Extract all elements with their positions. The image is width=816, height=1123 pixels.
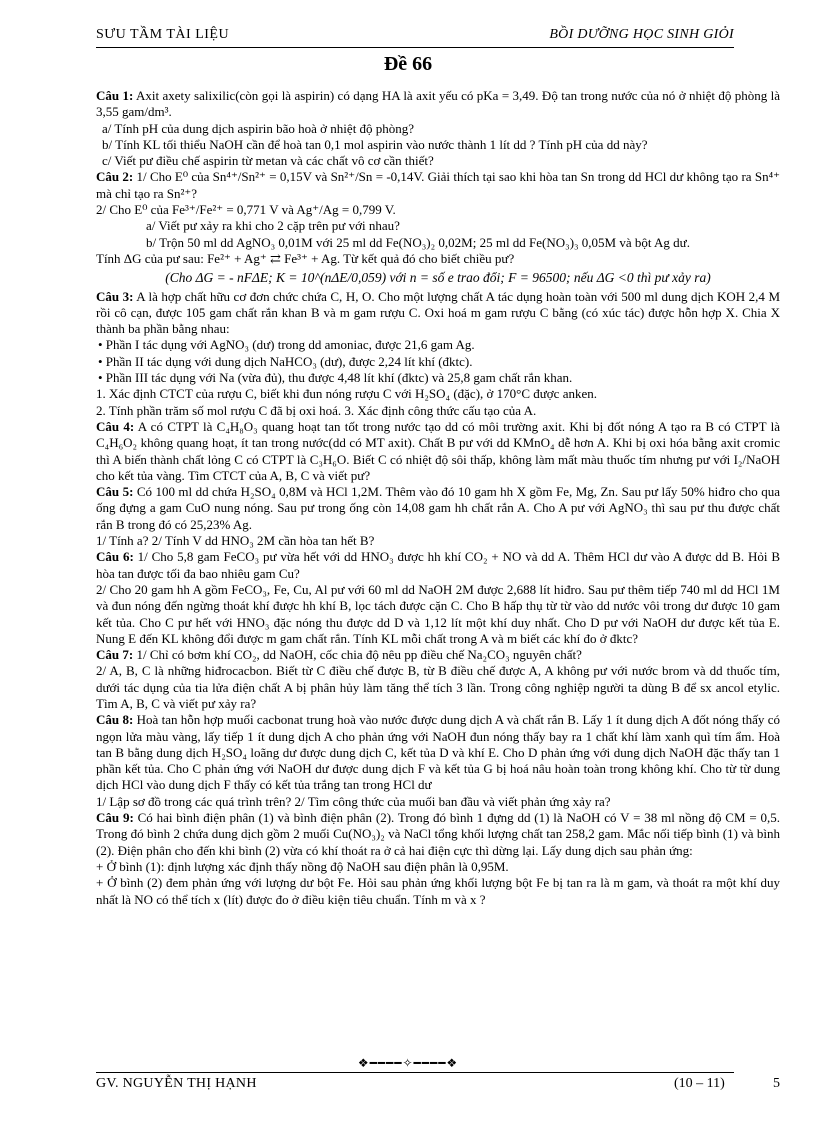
- line-text: 1/ Tính a? 2/ Tính V dd HNO₃ 2M cần hòa tan hết B?: [96, 533, 375, 549]
- line-text: b/ Trộn 50 ml dd AgNO₃ 0,01M với 25 ml dd Fe(NO₃)₂ 0,02M; 25 ml dd Fe(NO₃)₃ 0,05M và bột Ag dư.: [146, 234, 690, 250]
- line-text: 1/ Lập sơ đồ trong các quá trình trên? 2/ Tìm công thức của muối ban đầu và viết phản ứng xảy ra?: [96, 793, 611, 809]
- question-paragraph: [96, 810, 780, 859]
- question-label: Câu 9:: [96, 810, 134, 826]
- question-paragraph: [96, 712, 780, 793]
- page-number: 5: [773, 1076, 780, 1091]
- line-text: Tính ΔG của pư sau: Fe²⁺ + Ag⁺ ⇄ Fe³⁺ + Ag. Từ kết quả đó cho biết chiều pư?: [96, 250, 515, 266]
- text-line: [96, 251, 780, 267]
- text-line: [96, 663, 780, 712]
- text-line: [96, 370, 780, 386]
- line-text: c/ Viết pư điều chế aspirin từ metan và các chất vô cơ cần thiết?: [102, 153, 434, 169]
- text-line: [96, 270, 780, 286]
- line-text: b/ Tính KL tối thiểu NaOH cần để hoà tan 0,1 mol aspirin vào nước thành 1 lít dd ? Tính pH của dd này?: [102, 136, 648, 152]
- question-label: Câu 1:: [96, 88, 134, 103]
- header-right-text: BỒI DƯỠNG HỌC SINH GIỎI: [549, 27, 734, 42]
- line-text: 2. Tính phần trăm số mol rượu C đã bị oxi hoá. 3. Xác định công thức cấu tạo của A.: [96, 402, 537, 418]
- text-line: [96, 386, 780, 402]
- line-text: Axit axety salixilic(còn gọi là aspirin) có dạng HA là axit yếu có pKa = 3,49. Độ tan trong nước của nó ở nhiệt độ phòng là 3,55 gam/dm³.: [96, 88, 780, 120]
- ornament-divider: ❖━━━━✧━━━━❖: [357, 1056, 459, 1070]
- line-text: + Ở bình (2) đem phản ứng với lượng dư bột Fe. Hỏi sau phản ứng khối lượng bột Fe bị tan ra là m gam, và thoát ra một khí duy nhất là NO có thể tích x (lít) được đo ở điều kiện tiêu chuẩn. Tính m và x ?: [96, 875, 780, 907]
- question-paragraph: [96, 484, 780, 533]
- question-label: Câu 5:: [96, 484, 134, 500]
- page-footer: [96, 1076, 780, 1096]
- line-text: Hoà tan hỗn hợp muối cacbonat trung hoà vào nước được dung dịch A và chất rắn B. Lấy 1 ít dung dịch A đốt nóng thấy có ngọn lửa màu vàng, lấy tiếp 1 ít dung dịch A cho phản ứng với NaOH đun nóng thấy bay ra 1 chất khí làm xanh quì tím ẩm. Hoà tan B bằng dung dịch H₂SO₄ loãng dư được dung dịch C, kết tủa D và khí E. Cho D phản ứng với dung dịch NaOH đặc thấy tan 1 phần kết tủa. Cho C phản ứng với NaOH dư được dung dịch F và kết tủa G bị hoá nâu hoàn toàn trong không khí. Cho từ từ dung dịch HCl vào dung dịch F thấy có kết tủa trắng tan trong HCl dư: [96, 712, 780, 793]
- line-text: • Phần I tác dụng với AgNO₃ (dư) trong dd amoniac, được 21,6 gam Ag.: [98, 337, 475, 353]
- text-line: [96, 137, 780, 153]
- line-text: + Ở bình (1): định lượng xác định thấy nồng độ NaOH sau điện phân là 0,95M.: [96, 858, 509, 874]
- text-line: [96, 582, 780, 647]
- question-label: Câu 6:: [96, 549, 134, 565]
- line-text: • Phần III tác dụng với Na (vừa đủ), thu được 4,48 lít khí (đktc) và 25,8 gam chất rắn khan.: [98, 370, 573, 386]
- question-paragraph: [96, 169, 780, 202]
- exam-body: [96, 88, 780, 908]
- question-label: Câu 3:: [96, 288, 134, 304]
- line-text: 1/ Cho 5,8 gam FeCO₃ pư vừa hết với dd HNO₃ được hh khí CO₂ + NO và dd A. Thêm HCl dư vào A được dd B. Hỏi B hòa tan được tối đa bao nhiêu gam Cu?: [96, 549, 780, 581]
- line-text: 2/ Cho 20 gam hh A gồm FeCO₃, Fe, Cu, Al pư với 60 ml dd NaOH 2M được 2,688 lít hiđro. Sau pư thêm tiếp 740 ml dd HCl 1M và đun nóng đến ngừng thoát khí được hh khí B, lọc tách được cặn C. Cho B hấp thụ từ từ vào dd nước vôi trong dư được 10 gam kết tủa. Cho C pư hết với HNO₃ đặc nóng thu được dd D và 1,12 lít một khí duy nhất. Cho D pư với NaOH dư được kết tủa E. Nung E đến KL không đổi được m gam chất rắn. Tính KL mỗi chất trong A và m biết các khí đo ở đktc?: [96, 581, 780, 646]
- text-line: [96, 859, 780, 875]
- text-line: [96, 153, 780, 169]
- question-label: Câu 4:: [96, 418, 135, 434]
- header-left-text: SƯU TẦM TÀI LIỆU: [96, 27, 230, 42]
- text-line: [96, 354, 780, 370]
- line-text: Có hai bình điện phân (1) và bình điện phân (2). Trong đó bình 1 đựng dd (1) là NaOH có V = 38 ml nồng độ CM = 0,5. Trong đó bình 2 chứa dung dịch gồm 2 muối Cu(NO₃)₂ và NaCl tổng khối lượng chất tan 258,2 gam. Mắc nối tiếp bình (1) và bình (2). Điện phân cho đến khi bình (2) vừa có khí thoát ra ở cả hai điện cực thì dừng lại. Lấy dung dịch sau phản ứng:: [96, 810, 780, 858]
- page-header: [96, 27, 734, 47]
- line-text: a/ Tính pH của dung dịch aspirin bão hoà ở nhiệt độ phòng?: [102, 120, 415, 136]
- line-text: (Cho ΔG = - nFΔE; K = 10^(nΔE/0,059) với n = số e trao đổi; F = 96500; nếu ΔG <0 thì pư xảy ra): [165, 270, 711, 286]
- footer-author: GV. NGUYỄN THỊ HẠNH: [96, 1076, 257, 1091]
- text-line: [96, 875, 780, 908]
- footer-grade: (10 – 11): [674, 1076, 725, 1091]
- text-line: [96, 337, 780, 353]
- exam-title: Đề 66: [383, 53, 433, 75]
- text-line: [96, 794, 780, 810]
- question-label: Câu 7:: [96, 647, 134, 663]
- footer-divider: [96, 1072, 734, 1073]
- text-line: [96, 403, 780, 419]
- header-divider: [96, 47, 734, 48]
- text-line: [96, 121, 780, 137]
- line-text: 1/ Cho E⁰ của Sn⁴⁺/Sn²⁺ = 0,15V và Sn²⁺/Sn = -0,14V. Giải thích tại sao khi hòa tan Sn trong dd HCl dư không tạo ra Sn⁴⁺ mà chỉ tạo ra Sn²⁺?: [96, 169, 780, 201]
- line-text: A có CTPT là C₄H₈O₃ quang hoạt tan tốt trong nước tạo dd có môi trường axit. Khi bị đốt nóng A tạo ra B có CTPT là C₄H₆O₂ không quang hoạt, ít tan trong nước(dd có MT axit). Chất B pư với dd KMnO₄ dễ hơn A. Khi bị oxi hóa bằng axit cromic thì A biến thành chất lỏng C có CTPT là C₃H₆O. Biết C có nhiệt độ sôi thấp, không làm mất màu thuốc tím nhưng pư với I₂/NaOH cho kết tủa vàng. Tìm CTCT của A, B, C và viết pư?: [96, 418, 780, 483]
- line-text: Có 100 ml dd chứa H₂SO₄ 0,8M và HCl 1,2M. Thêm vào đó 10 gam hh X gồm Fe, Mg, Zn. Sau pư lấy 50% hiđro cho qua ống đựng a gam CuO nung nóng. Sau pư trong ống còn 14,08 gam hh chất rắn A. Cho A pư với AgNO₃ thì sau pư thu được chất rắn B trong đó có 25,23% Ag.: [96, 484, 781, 532]
- text-line: [96, 235, 780, 251]
- text-line: [96, 202, 780, 218]
- line-text: a/ Viết pư xảy ra khi cho 2 cặp trên pư với nhau?: [146, 218, 400, 234]
- line-text: • Phần II tác dụng với dung dịch NaHCO₃ (dư), được 2,24 lít khí (đktc).: [98, 353, 473, 369]
- line-text: 1. Xác định CTCT của rượu C, biết khi đun nóng rượu C với H₂SO₄ (đặc), ở 170°C được anken.: [96, 386, 597, 402]
- question-label: Câu 8:: [96, 712, 134, 728]
- question-paragraph: [96, 289, 780, 338]
- text-line: [96, 218, 780, 234]
- line-text: 2/ Cho E⁰ của Fe³⁺/Fe²⁺ = 0,771 V và Ag⁺/Ag = 0,799 V.: [96, 202, 396, 218]
- text-line: [96, 533, 780, 549]
- question-paragraph: [96, 88, 780, 121]
- question-paragraph: [96, 549, 780, 582]
- line-text: A là hợp chất hữu cơ đơn chức chứa C, H, O. Cho một lượng chất A tác dụng hoàn toàn với 500 ml dung dịch KOH 2,4 M rồi cô cạn, được 105 gam chất rắn khan B và m gam rượu C. Oxi hoá m gam rượu C bằng (có xúc tác) được hỗn hợp X. Chia X thành ba phần bằng nhau:: [96, 288, 780, 337]
- line-text: 2/ A, B, C là những hiđrocacbon. Biết từ C điều chế được B, từ B điều chế được A, A không pư với nước brom và dd thuốc tím, dưới tác dụng của tia lửa điện chất A bị phân hủy làm tăng thể tích 3 lần. Trong công nghiệp người ta dùng B để sx ancol etylic. Tìm A, B, C và viết pư xảy ra?: [96, 663, 780, 711]
- question-label: Câu 2:: [96, 169, 134, 185]
- question-paragraph: [96, 647, 780, 663]
- line-text: 1/ Chỉ có bơm khí CO₂, dd NaOH, cốc chia độ nêu pp điều chế Na₂CO₃ nguyên chất?: [133, 647, 582, 663]
- question-paragraph: [96, 419, 780, 484]
